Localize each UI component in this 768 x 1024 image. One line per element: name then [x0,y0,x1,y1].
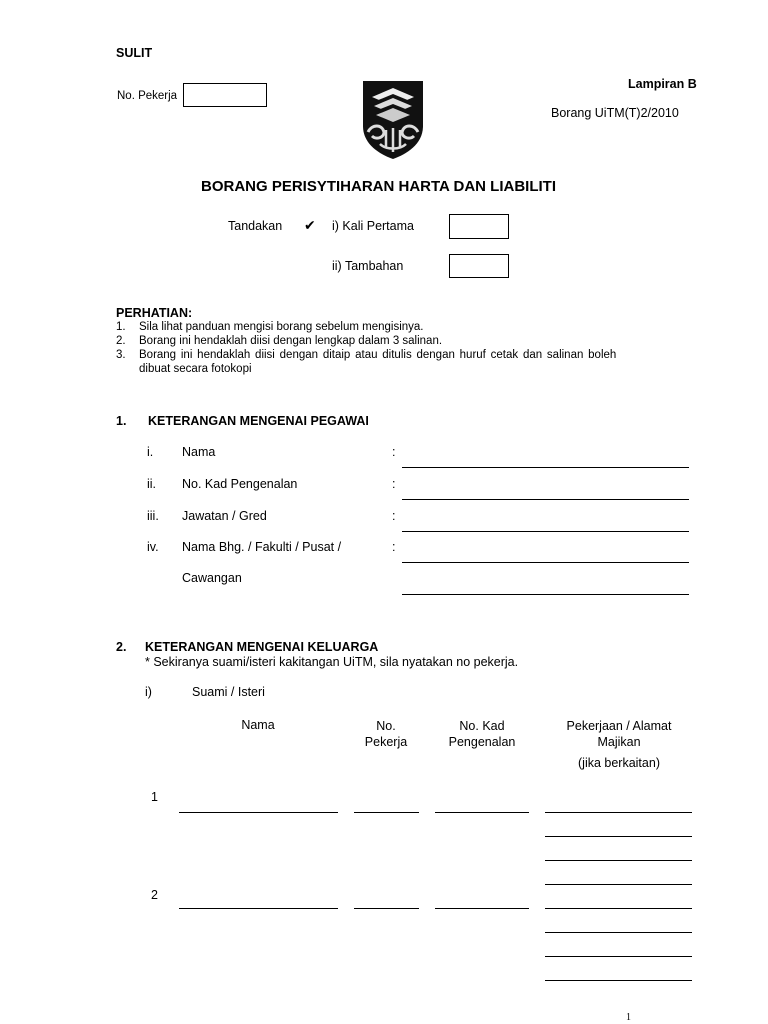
subsection-label: Suami / Isteri [192,685,265,699]
col-header-ic: No. Kad Pengenalan [448,719,516,749]
notice-num-3: 3. [116,349,126,361]
section1-heading: KETERANGAN MENGENAI PEGAWAI [148,414,369,428]
form-code: Borang UiTM(T)2/2010 [551,106,679,120]
spouse-employer-line[interactable] [545,884,692,885]
spouse-employer-line[interactable] [545,932,692,933]
uitm-logo [362,80,424,160]
row-number-2: 2 [151,888,158,902]
first-time-checkbox[interactable] [449,214,509,239]
spouse-employer-line[interactable] [545,980,692,981]
spouse-ic-line[interactable] [435,812,529,813]
spouse-employer-line[interactable] [545,812,692,813]
notice-num-2: 2. [116,335,126,347]
field-num-name: i. [147,445,154,459]
notice-item-1: Sila lihat panduan mengisi borang sebelum mengisinya. [139,321,424,333]
notice-num-1: 1. [116,321,126,333]
field-colon: : [392,540,396,554]
option-first-time-label: i) Kali Pertama [332,219,414,233]
spouse-employer-line[interactable] [545,836,692,837]
notice-heading: PERHATIAN: [116,306,193,320]
spouse-staff-no-line[interactable] [354,812,419,813]
field-colon: : [392,445,396,459]
notice-item-3-cont: dibuat secara fotokopi [139,363,252,375]
field-label-position: Jawatan / Gred [182,509,267,523]
spouse-ic-line[interactable] [435,908,529,909]
field-num-ic: ii. [147,477,157,491]
spouse-name-line[interactable] [179,812,338,813]
field-label-ic: No. Kad Pengenalan [182,477,298,491]
section1-number: 1. [116,414,127,428]
spouse-employer-line[interactable] [545,860,692,861]
mark-instruction: Tandakan [228,219,283,233]
field-num-position: iii. [147,509,159,523]
form-title: BORANG PERISYTIHARAN HARTA DAN LIABILITI [201,178,556,195]
spouse-staff-no-line[interactable] [354,908,419,909]
field-label-name: Nama [182,445,216,459]
col-header-name: Nama [241,718,275,732]
section2-number: 2. [116,640,127,654]
notice-item-3: Borang ini hendaklah diisi dengan ditaip atau ditulis dengan huruf cetak dan salinan boleh [139,349,617,361]
notice-item-2: Borang ini hendaklah diisi dengan lengkap dalam 3 salinan. [139,335,443,347]
employee-no-label: No. Pekerja [117,90,178,102]
field-num-department: iv. [147,540,159,554]
branch-input-line[interactable] [402,594,689,595]
department-input-line[interactable] [402,562,689,563]
page-number: 1 [626,1012,631,1023]
spouse-name-line[interactable] [179,908,338,909]
field-colon: : [392,477,396,491]
spouse-note: * Sekiranya suami/isteri kakitangan UiTM, sila nyatakan no pekerja. [145,655,519,669]
field-label-department: Nama Bhg. / Fakulti / Pusat / [182,540,342,554]
col-header-staff-no: No. Pekerja [364,719,408,749]
col-header-employer-note: (jika berkaitan) [578,756,660,770]
field-colon: : [392,509,396,523]
attachment-label: Lampiran B [628,77,697,91]
name-input-line[interactable] [402,467,689,468]
classification-label: SULIT [116,46,153,60]
position-input-line[interactable] [402,531,689,532]
additional-checkbox[interactable] [449,254,509,278]
option-additional-label: ii) Tambahan [332,259,404,273]
employee-no-field[interactable] [183,83,267,107]
check-mark-icon: ✔ [304,217,316,233]
spouse-employer-line[interactable] [545,956,692,957]
ic-input-line[interactable] [402,499,689,500]
col-header-employer: Pekerjaan / Alamat Majikan [566,719,672,749]
section2-heading: KETERANGAN MENGENAI KELUARGA [145,640,379,654]
row-number-1: 1 [151,790,158,804]
subsection-num: i) [145,685,152,699]
spouse-employer-line[interactable] [545,908,692,909]
field-label-department-cont: Cawangan [182,571,242,585]
